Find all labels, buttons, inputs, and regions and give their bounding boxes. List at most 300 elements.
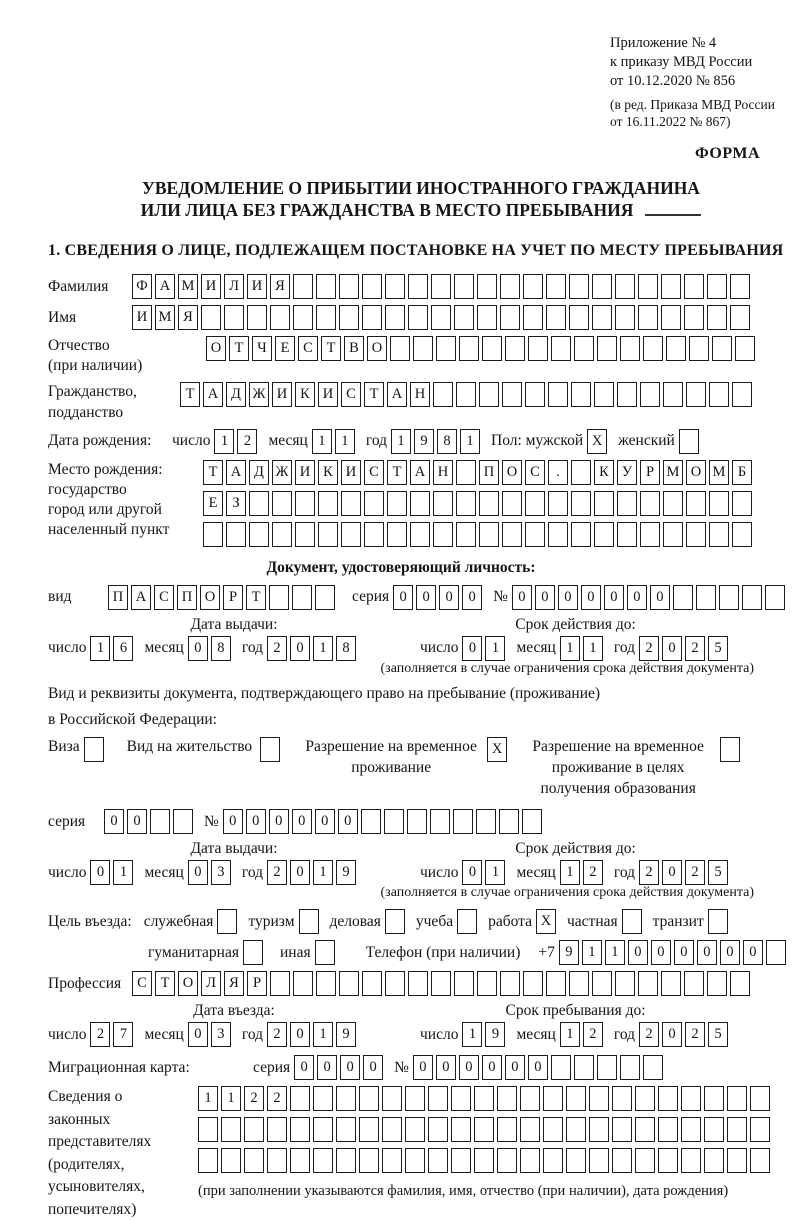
char-cell[interactable] bbox=[364, 491, 384, 516]
char-cell[interactable] bbox=[520, 1117, 540, 1142]
char-cell[interactable] bbox=[658, 1148, 678, 1173]
char-cell[interactable] bbox=[750, 1148, 770, 1173]
char-cell[interactable] bbox=[597, 336, 617, 361]
char-cell[interactable]: 1 bbox=[335, 429, 355, 454]
char-cell[interactable] bbox=[566, 1148, 586, 1173]
char-cell[interactable]: 0 bbox=[528, 1055, 548, 1080]
char-cell[interactable]: 1 bbox=[460, 429, 480, 454]
char-cell[interactable] bbox=[709, 491, 729, 516]
char-cell[interactable] bbox=[704, 1086, 724, 1111]
char-cell[interactable] bbox=[226, 522, 246, 547]
char-cell[interactable] bbox=[247, 305, 267, 330]
char-cell[interactable]: Ж bbox=[272, 460, 292, 485]
char-cell[interactable] bbox=[523, 305, 543, 330]
char-cell[interactable] bbox=[249, 491, 269, 516]
char-cell[interactable] bbox=[479, 522, 499, 547]
char-cell[interactable]: П bbox=[479, 460, 499, 485]
char-cell[interactable]: И bbox=[201, 274, 221, 299]
char-cell[interactable]: 1 bbox=[214, 429, 234, 454]
char-cell[interactable]: 0 bbox=[505, 1055, 525, 1080]
char-cell[interactable]: И bbox=[341, 460, 361, 485]
purpose-business-checkbox[interactable] bbox=[385, 909, 405, 934]
char-cell[interactable] bbox=[313, 1117, 333, 1142]
char-cell[interactable] bbox=[479, 382, 499, 407]
char-cell[interactable] bbox=[551, 336, 571, 361]
char-cell[interactable] bbox=[640, 491, 660, 516]
char-cell[interactable]: 1 bbox=[485, 636, 505, 661]
char-cell[interactable]: 0 bbox=[697, 940, 717, 965]
char-cell[interactable] bbox=[548, 522, 568, 547]
char-cell[interactable] bbox=[765, 585, 785, 610]
char-cell[interactable]: 0 bbox=[462, 860, 482, 885]
char-cell[interactable]: 1 bbox=[313, 1022, 333, 1047]
char-cell[interactable] bbox=[456, 460, 476, 485]
char-cell[interactable] bbox=[635, 1086, 655, 1111]
char-cell[interactable] bbox=[382, 1117, 402, 1142]
char-cell[interactable]: О bbox=[206, 336, 226, 361]
char-cell[interactable] bbox=[571, 522, 591, 547]
char-cell[interactable] bbox=[456, 382, 476, 407]
char-cell[interactable] bbox=[316, 274, 336, 299]
char-cell[interactable] bbox=[270, 971, 290, 996]
char-cell[interactable] bbox=[528, 336, 548, 361]
char-cell[interactable]: Т bbox=[203, 460, 223, 485]
char-cell[interactable]: Я bbox=[270, 274, 290, 299]
char-cell[interactable]: 0 bbox=[223, 809, 243, 834]
char-cell[interactable]: В bbox=[344, 336, 364, 361]
char-cell[interactable]: К bbox=[594, 460, 614, 485]
char-cell[interactable] bbox=[500, 971, 520, 996]
visa-checkbox[interactable] bbox=[84, 737, 104, 762]
char-cell[interactable] bbox=[520, 1148, 540, 1173]
char-cell[interactable]: 0 bbox=[290, 1022, 310, 1047]
char-cell[interactable]: 2 bbox=[90, 1022, 110, 1047]
char-cell[interactable]: 0 bbox=[439, 585, 459, 610]
char-cell[interactable] bbox=[569, 274, 589, 299]
char-cell[interactable]: 0 bbox=[436, 1055, 456, 1080]
char-cell[interactable] bbox=[336, 1117, 356, 1142]
char-cell[interactable]: 9 bbox=[414, 429, 434, 454]
char-cell[interactable]: 8 bbox=[211, 636, 231, 661]
char-cell[interactable] bbox=[221, 1117, 241, 1142]
char-cell[interactable] bbox=[451, 1086, 471, 1111]
char-cell[interactable]: П bbox=[177, 585, 197, 610]
char-cell[interactable] bbox=[681, 1117, 701, 1142]
char-cell[interactable] bbox=[594, 382, 614, 407]
char-cell[interactable] bbox=[543, 1117, 563, 1142]
char-cell[interactable] bbox=[477, 305, 497, 330]
char-cell[interactable]: 0 bbox=[188, 1022, 208, 1047]
char-cell[interactable]: 1 bbox=[605, 940, 625, 965]
char-cell[interactable] bbox=[663, 382, 683, 407]
char-cell[interactable] bbox=[499, 809, 519, 834]
char-cell[interactable] bbox=[523, 971, 543, 996]
char-cell[interactable]: 0 bbox=[482, 1055, 502, 1080]
char-cell[interactable] bbox=[686, 382, 706, 407]
char-cell[interactable]: Т bbox=[155, 971, 175, 996]
char-cell[interactable] bbox=[635, 1148, 655, 1173]
char-cell[interactable]: Р bbox=[247, 971, 267, 996]
char-cell[interactable]: 2 bbox=[583, 1022, 603, 1047]
char-cell[interactable] bbox=[456, 491, 476, 516]
purpose-private-checkbox[interactable] bbox=[622, 909, 642, 934]
char-cell[interactable] bbox=[292, 585, 312, 610]
char-cell[interactable]: 0 bbox=[90, 860, 110, 885]
char-cell[interactable] bbox=[477, 274, 497, 299]
char-cell[interactable] bbox=[339, 274, 359, 299]
char-cell[interactable]: С bbox=[525, 460, 545, 485]
char-cell[interactable]: 0 bbox=[315, 809, 335, 834]
char-cell[interactable] bbox=[150, 809, 170, 834]
char-cell[interactable] bbox=[336, 1148, 356, 1173]
char-cell[interactable] bbox=[638, 971, 658, 996]
char-cell[interactable]: Р bbox=[640, 460, 660, 485]
char-cell[interactable] bbox=[364, 522, 384, 547]
char-cell[interactable]: 0 bbox=[662, 860, 682, 885]
char-cell[interactable]: 3 bbox=[211, 860, 231, 885]
char-cell[interactable] bbox=[689, 336, 709, 361]
char-cell[interactable]: 0 bbox=[604, 585, 624, 610]
char-cell[interactable] bbox=[612, 1086, 632, 1111]
char-cell[interactable] bbox=[173, 809, 193, 834]
char-cell[interactable] bbox=[408, 305, 428, 330]
char-cell[interactable]: 9 bbox=[336, 1022, 356, 1047]
char-cell[interactable]: С bbox=[298, 336, 318, 361]
char-cell[interactable] bbox=[249, 522, 269, 547]
char-cell[interactable] bbox=[433, 382, 453, 407]
char-cell[interactable] bbox=[543, 1148, 563, 1173]
char-cell[interactable]: С bbox=[341, 382, 361, 407]
char-cell[interactable]: 2 bbox=[237, 429, 257, 454]
char-cell[interactable] bbox=[451, 1148, 471, 1173]
char-cell[interactable]: С bbox=[364, 460, 384, 485]
char-cell[interactable] bbox=[709, 522, 729, 547]
char-cell[interactable]: 1 bbox=[313, 860, 333, 885]
char-cell[interactable]: 2 bbox=[685, 636, 705, 661]
char-cell[interactable] bbox=[341, 491, 361, 516]
char-cell[interactable] bbox=[387, 522, 407, 547]
char-cell[interactable] bbox=[597, 1055, 617, 1080]
char-cell[interactable]: 2 bbox=[685, 860, 705, 885]
char-cell[interactable] bbox=[405, 1148, 425, 1173]
char-cell[interactable] bbox=[566, 1117, 586, 1142]
char-cell[interactable] bbox=[341, 522, 361, 547]
char-cell[interactable]: О bbox=[502, 460, 522, 485]
char-cell[interactable] bbox=[615, 305, 635, 330]
char-cell[interactable] bbox=[707, 305, 727, 330]
char-cell[interactable]: 0 bbox=[294, 1055, 314, 1080]
char-cell[interactable] bbox=[482, 336, 502, 361]
char-cell[interactable]: 0 bbox=[363, 1055, 383, 1080]
char-cell[interactable] bbox=[362, 971, 382, 996]
char-cell[interactable] bbox=[267, 1148, 287, 1173]
char-cell[interactable] bbox=[474, 1086, 494, 1111]
char-cell[interactable] bbox=[479, 491, 499, 516]
char-cell[interactable]: М bbox=[178, 274, 198, 299]
char-cell[interactable] bbox=[546, 274, 566, 299]
char-cell[interactable]: Р bbox=[223, 585, 243, 610]
char-cell[interactable] bbox=[543, 1086, 563, 1111]
char-cell[interactable] bbox=[407, 809, 427, 834]
char-cell[interactable] bbox=[428, 1117, 448, 1142]
char-cell[interactable]: 1 bbox=[462, 1022, 482, 1047]
char-cell[interactable] bbox=[224, 305, 244, 330]
char-cell[interactable] bbox=[520, 1086, 540, 1111]
char-cell[interactable] bbox=[336, 1086, 356, 1111]
char-cell[interactable]: И bbox=[132, 305, 152, 330]
char-cell[interactable] bbox=[620, 1055, 640, 1080]
char-cell[interactable] bbox=[390, 336, 410, 361]
char-cell[interactable] bbox=[742, 585, 762, 610]
char-cell[interactable]: К bbox=[318, 460, 338, 485]
char-cell[interactable]: М bbox=[709, 460, 729, 485]
char-cell[interactable] bbox=[617, 522, 637, 547]
char-cell[interactable]: 2 bbox=[267, 1022, 287, 1047]
char-cell[interactable] bbox=[719, 585, 739, 610]
char-cell[interactable] bbox=[359, 1117, 379, 1142]
char-cell[interactable] bbox=[505, 336, 525, 361]
char-cell[interactable]: 0 bbox=[104, 809, 124, 834]
char-cell[interactable] bbox=[431, 274, 451, 299]
char-cell[interactable] bbox=[640, 522, 660, 547]
char-cell[interactable] bbox=[686, 491, 706, 516]
char-cell[interactable] bbox=[339, 305, 359, 330]
char-cell[interactable]: Т bbox=[246, 585, 266, 610]
char-cell[interactable] bbox=[431, 305, 451, 330]
char-cell[interactable] bbox=[410, 491, 430, 516]
char-cell[interactable] bbox=[436, 336, 456, 361]
char-cell[interactable] bbox=[594, 522, 614, 547]
char-cell[interactable] bbox=[615, 971, 635, 996]
char-cell[interactable] bbox=[410, 522, 430, 547]
char-cell[interactable]: Д bbox=[249, 460, 269, 485]
char-cell[interactable] bbox=[546, 305, 566, 330]
char-cell[interactable] bbox=[474, 1117, 494, 1142]
char-cell[interactable]: П bbox=[108, 585, 128, 610]
char-cell[interactable]: А bbox=[155, 274, 175, 299]
char-cell[interactable]: У bbox=[617, 460, 637, 485]
char-cell[interactable] bbox=[704, 1117, 724, 1142]
char-cell[interactable] bbox=[295, 491, 315, 516]
char-cell[interactable]: 8 bbox=[437, 429, 457, 454]
char-cell[interactable] bbox=[267, 1117, 287, 1142]
char-cell[interactable] bbox=[339, 971, 359, 996]
char-cell[interactable] bbox=[497, 1117, 517, 1142]
char-cell[interactable] bbox=[272, 491, 292, 516]
char-cell[interactable]: Я bbox=[224, 971, 244, 996]
char-cell[interactable] bbox=[270, 305, 290, 330]
char-cell[interactable] bbox=[221, 1148, 241, 1173]
char-cell[interactable]: З bbox=[226, 491, 246, 516]
char-cell[interactable] bbox=[730, 305, 750, 330]
purpose-work-checkbox[interactable]: X bbox=[536, 909, 556, 934]
char-cell[interactable] bbox=[666, 336, 686, 361]
char-cell[interactable]: . bbox=[548, 460, 568, 485]
char-cell[interactable]: 0 bbox=[662, 636, 682, 661]
char-cell[interactable] bbox=[244, 1117, 264, 1142]
char-cell[interactable] bbox=[497, 1086, 517, 1111]
char-cell[interactable]: 2 bbox=[267, 1086, 287, 1111]
char-cell[interactable]: 1 bbox=[560, 860, 580, 885]
char-cell[interactable] bbox=[523, 274, 543, 299]
char-cell[interactable]: 1 bbox=[113, 860, 133, 885]
char-cell[interactable]: 0 bbox=[462, 636, 482, 661]
char-cell[interactable]: 0 bbox=[188, 636, 208, 661]
char-cell[interactable] bbox=[433, 491, 453, 516]
char-cell[interactable]: 1 bbox=[391, 429, 411, 454]
char-cell[interactable] bbox=[408, 274, 428, 299]
char-cell[interactable]: Ж bbox=[249, 382, 269, 407]
char-cell[interactable]: Л bbox=[224, 274, 244, 299]
char-cell[interactable] bbox=[696, 585, 716, 610]
char-cell[interactable] bbox=[315, 585, 335, 610]
char-cell[interactable]: 0 bbox=[720, 940, 740, 965]
char-cell[interactable] bbox=[750, 1086, 770, 1111]
purpose-transit-checkbox[interactable] bbox=[708, 909, 728, 934]
char-cell[interactable] bbox=[709, 382, 729, 407]
purpose-other-checkbox[interactable] bbox=[315, 940, 335, 965]
char-cell[interactable]: 0 bbox=[581, 585, 601, 610]
char-cell[interactable] bbox=[522, 809, 542, 834]
char-cell[interactable] bbox=[359, 1148, 379, 1173]
char-cell[interactable]: А bbox=[387, 382, 407, 407]
char-cell[interactable]: 5 bbox=[708, 636, 728, 661]
char-cell[interactable] bbox=[766, 940, 786, 965]
char-cell[interactable] bbox=[203, 522, 223, 547]
char-cell[interactable] bbox=[589, 1117, 609, 1142]
char-cell[interactable] bbox=[612, 1148, 632, 1173]
char-cell[interactable]: М bbox=[155, 305, 175, 330]
char-cell[interactable] bbox=[361, 809, 381, 834]
char-cell[interactable] bbox=[661, 274, 681, 299]
char-cell[interactable]: 0 bbox=[627, 585, 647, 610]
char-cell[interactable] bbox=[244, 1148, 264, 1173]
temp-residence-edu-checkbox[interactable] bbox=[720, 737, 740, 762]
char-cell[interactable] bbox=[387, 491, 407, 516]
char-cell[interactable] bbox=[707, 971, 727, 996]
char-cell[interactable] bbox=[643, 1055, 663, 1080]
temp-residence-checkbox[interactable]: X bbox=[487, 737, 507, 762]
char-cell[interactable]: Н bbox=[433, 460, 453, 485]
char-cell[interactable]: Б bbox=[732, 460, 752, 485]
char-cell[interactable] bbox=[571, 491, 591, 516]
char-cell[interactable] bbox=[658, 1117, 678, 1142]
char-cell[interactable]: 1 bbox=[198, 1086, 218, 1111]
char-cell[interactable] bbox=[477, 971, 497, 996]
char-cell[interactable] bbox=[428, 1086, 448, 1111]
char-cell[interactable] bbox=[684, 274, 704, 299]
char-cell[interactable]: 0 bbox=[413, 1055, 433, 1080]
char-cell[interactable] bbox=[502, 522, 522, 547]
char-cell[interactable]: О bbox=[367, 336, 387, 361]
char-cell[interactable] bbox=[730, 274, 750, 299]
char-cell[interactable]: 2 bbox=[267, 636, 287, 661]
char-cell[interactable] bbox=[612, 1117, 632, 1142]
char-cell[interactable]: 2 bbox=[639, 1022, 659, 1047]
char-cell[interactable] bbox=[290, 1148, 310, 1173]
char-cell[interactable]: 5 bbox=[708, 1022, 728, 1047]
char-cell[interactable] bbox=[638, 274, 658, 299]
char-cell[interactable] bbox=[269, 585, 289, 610]
char-cell[interactable] bbox=[615, 274, 635, 299]
char-cell[interactable] bbox=[362, 305, 382, 330]
char-cell[interactable] bbox=[681, 1148, 701, 1173]
char-cell[interactable] bbox=[431, 971, 451, 996]
char-cell[interactable] bbox=[316, 971, 336, 996]
char-cell[interactable] bbox=[474, 1148, 494, 1173]
char-cell[interactable]: 0 bbox=[512, 585, 532, 610]
char-cell[interactable] bbox=[684, 971, 704, 996]
char-cell[interactable]: С bbox=[154, 585, 174, 610]
char-cell[interactable]: Ч bbox=[252, 336, 272, 361]
char-cell[interactable] bbox=[589, 1148, 609, 1173]
char-cell[interactable]: 9 bbox=[485, 1022, 505, 1047]
char-cell[interactable] bbox=[574, 336, 594, 361]
char-cell[interactable] bbox=[293, 971, 313, 996]
char-cell[interactable] bbox=[750, 1117, 770, 1142]
char-cell[interactable] bbox=[384, 809, 404, 834]
char-cell[interactable] bbox=[359, 1086, 379, 1111]
char-cell[interactable] bbox=[453, 809, 473, 834]
char-cell[interactable] bbox=[551, 1055, 571, 1080]
char-cell[interactable] bbox=[663, 522, 683, 547]
char-cell[interactable]: 2 bbox=[267, 860, 287, 885]
char-cell[interactable] bbox=[198, 1117, 218, 1142]
char-cell[interactable] bbox=[635, 1117, 655, 1142]
char-cell[interactable]: 9 bbox=[559, 940, 579, 965]
char-cell[interactable] bbox=[571, 382, 591, 407]
char-cell[interactable] bbox=[569, 971, 589, 996]
char-cell[interactable]: А bbox=[226, 460, 246, 485]
char-cell[interactable] bbox=[589, 1086, 609, 1111]
char-cell[interactable]: Т bbox=[229, 336, 249, 361]
char-cell[interactable] bbox=[362, 274, 382, 299]
char-cell[interactable]: 0 bbox=[127, 809, 147, 834]
char-cell[interactable] bbox=[385, 305, 405, 330]
char-cell[interactable] bbox=[385, 274, 405, 299]
char-cell[interactable] bbox=[318, 522, 338, 547]
char-cell[interactable]: 0 bbox=[462, 585, 482, 610]
char-cell[interactable]: 1 bbox=[560, 1022, 580, 1047]
char-cell[interactable] bbox=[316, 305, 336, 330]
char-cell[interactable]: 0 bbox=[650, 585, 670, 610]
char-cell[interactable] bbox=[525, 491, 545, 516]
char-cell[interactable] bbox=[663, 491, 683, 516]
char-cell[interactable] bbox=[732, 382, 752, 407]
purpose-tourism-checkbox[interactable] bbox=[299, 909, 319, 934]
char-cell[interactable] bbox=[295, 522, 315, 547]
char-cell[interactable]: 5 bbox=[708, 860, 728, 885]
char-cell[interactable] bbox=[385, 971, 405, 996]
char-cell[interactable]: 1 bbox=[90, 636, 110, 661]
char-cell[interactable] bbox=[727, 1117, 747, 1142]
char-cell[interactable] bbox=[459, 336, 479, 361]
char-cell[interactable]: Д bbox=[226, 382, 246, 407]
char-cell[interactable]: К bbox=[295, 382, 315, 407]
char-cell[interactable]: Т bbox=[180, 382, 200, 407]
char-cell[interactable]: Е bbox=[275, 336, 295, 361]
char-cell[interactable]: Я bbox=[178, 305, 198, 330]
char-cell[interactable]: 0 bbox=[317, 1055, 337, 1080]
char-cell[interactable] bbox=[681, 1086, 701, 1111]
char-cell[interactable] bbox=[707, 274, 727, 299]
char-cell[interactable] bbox=[428, 1148, 448, 1173]
char-cell[interactable] bbox=[712, 336, 732, 361]
char-cell[interactable] bbox=[454, 971, 474, 996]
char-cell[interactable]: 0 bbox=[188, 860, 208, 885]
char-cell[interactable] bbox=[525, 522, 545, 547]
char-cell[interactable]: 0 bbox=[338, 809, 358, 834]
